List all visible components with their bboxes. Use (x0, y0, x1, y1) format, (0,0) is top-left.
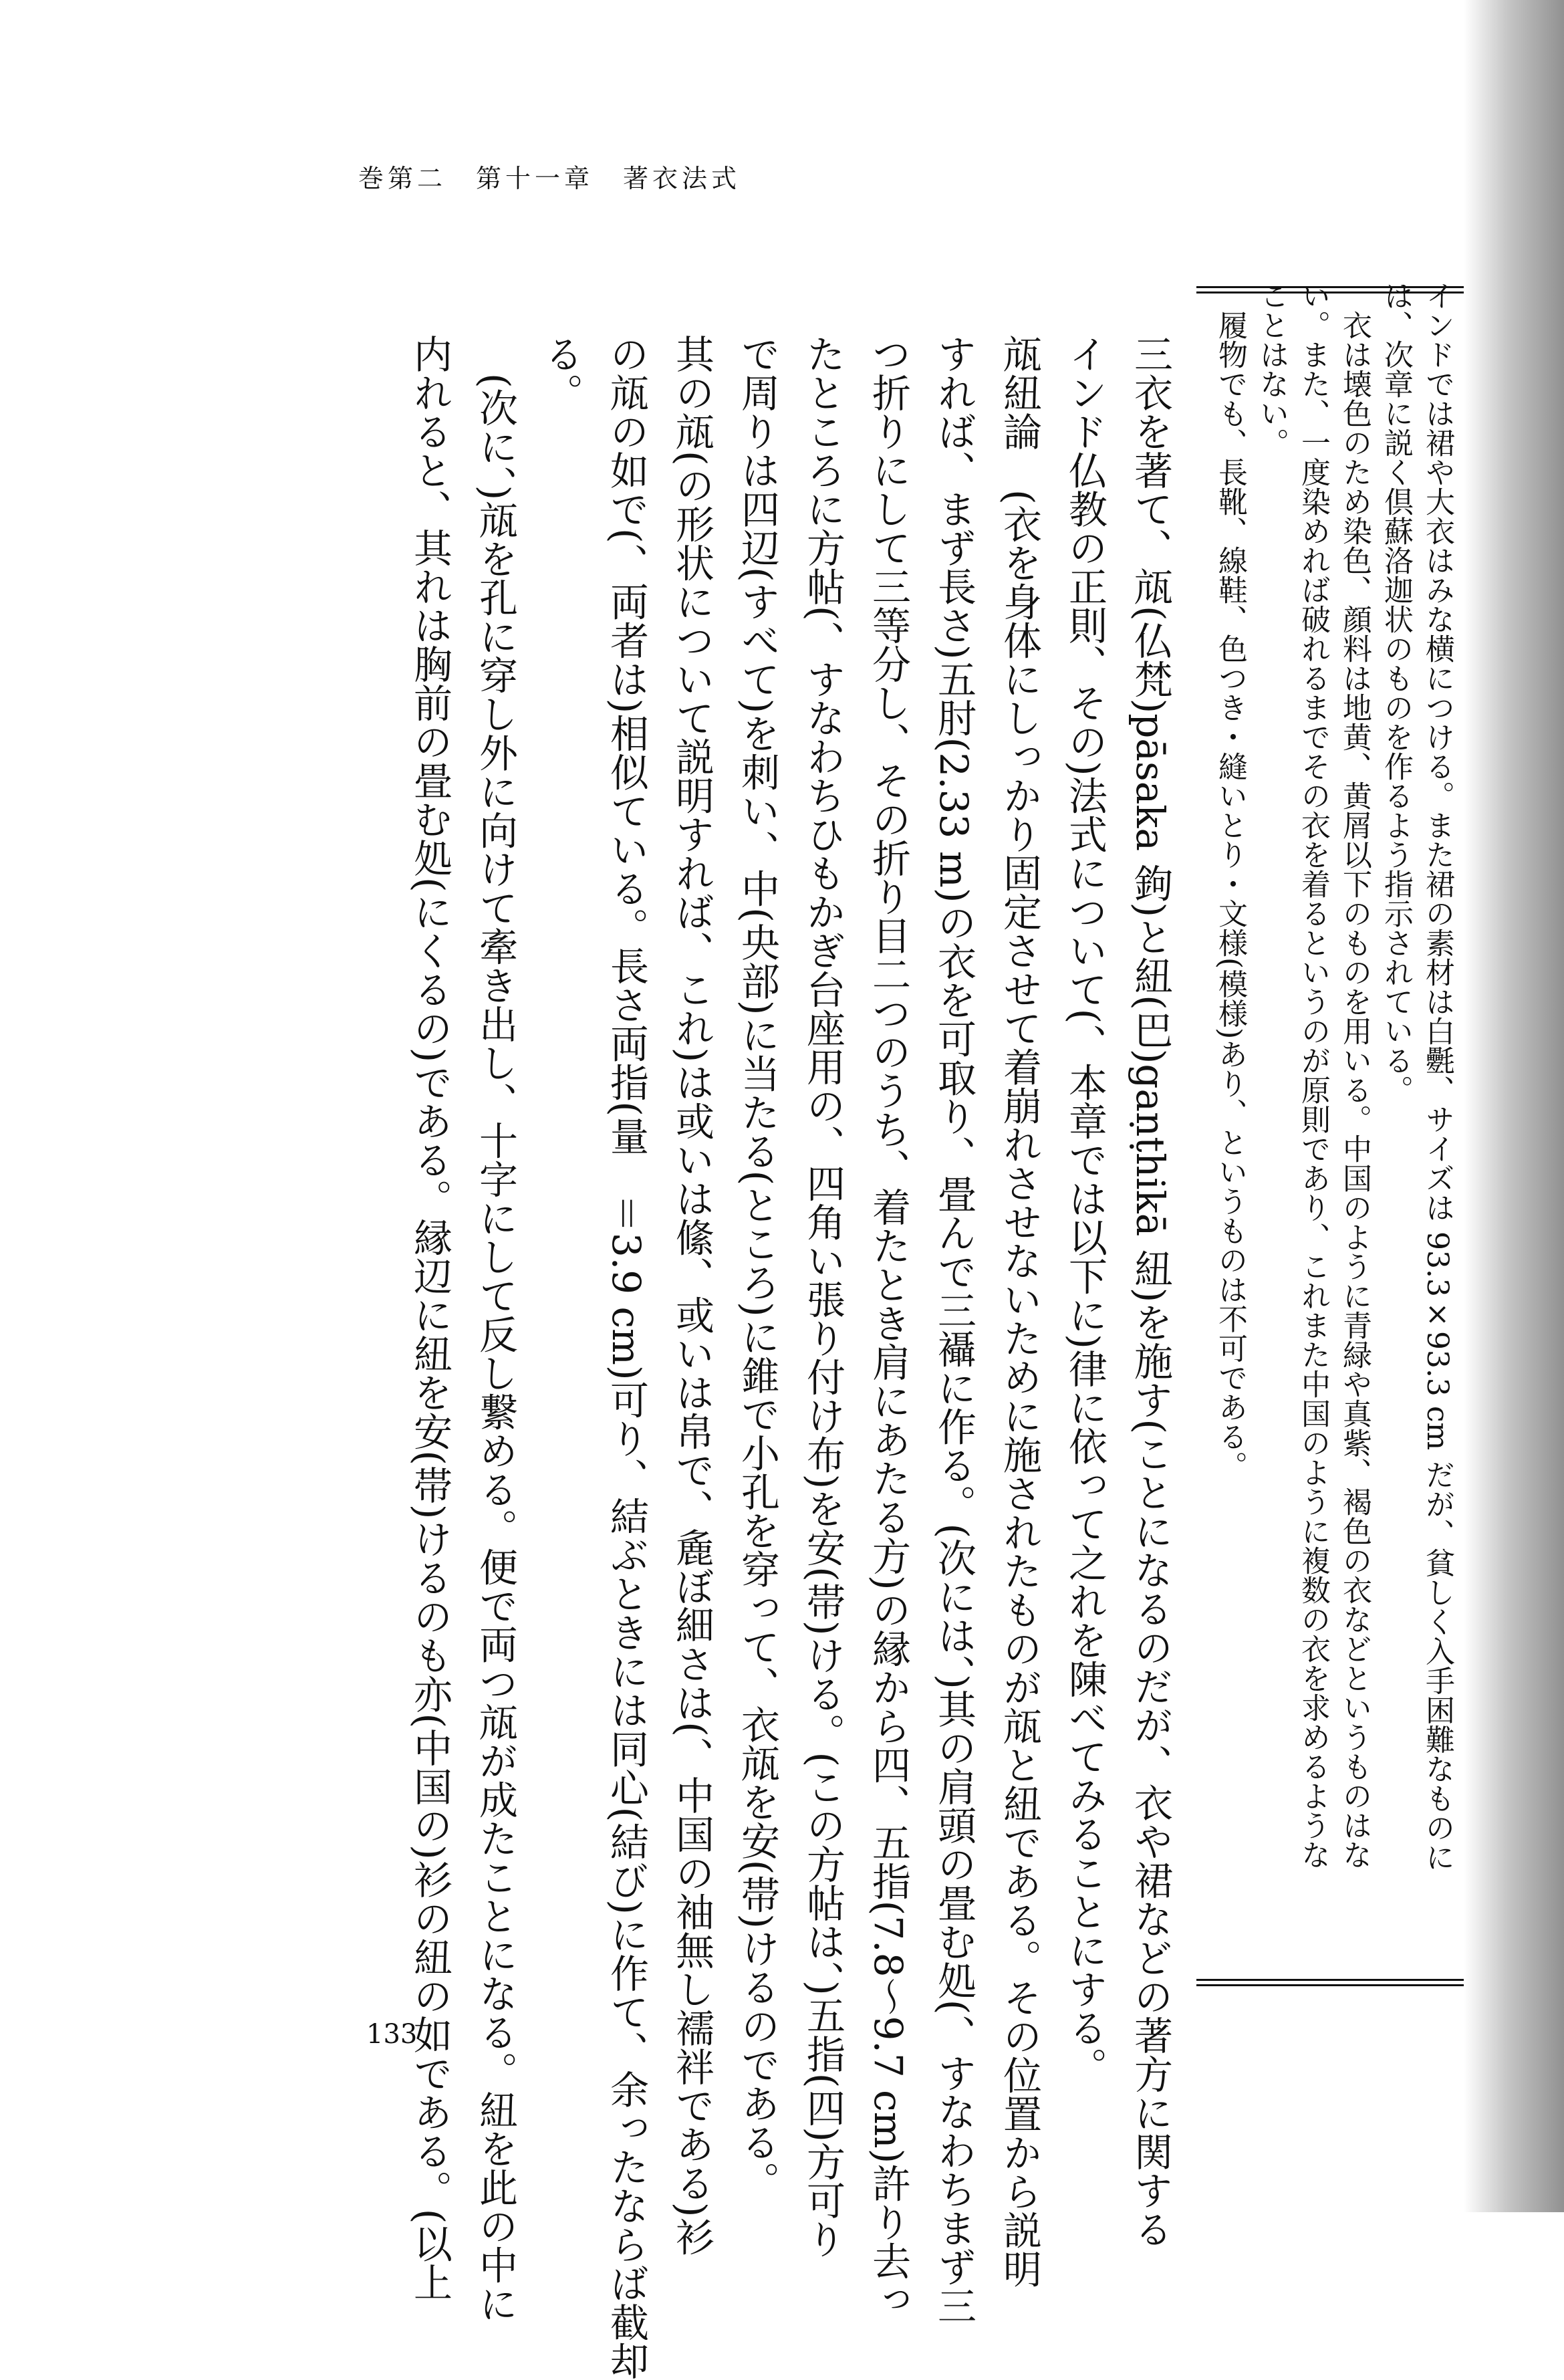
note-line: い。また、一度染めれば破れるまでその衣を着るというのが原則であり、これまた中国のように複数の衣を求めるような (1296, 281, 1330, 1869)
body-line: 三衣を著て、㼚(仏梵)pāsaka 鉤)と紐(巴)gaṇṭhikā 紐)を施す(ことになるのだが、衣や裙などの著方に関する (1128, 334, 1173, 2249)
body-line: すれば、まず長さ)五肘(2.33 m)の衣を可取り、畳んで三襵に作る。(次には、)其の肩頭の畳む処(、すなわちまず三 (931, 334, 976, 2325)
note-rule-bottom (1196, 1979, 1464, 1981)
running-header: 巻第二 第十一章 著衣法式 (358, 164, 741, 193)
body-line: (次に、)㼚を孔に穿し外に向けて牽き出し、十字にして反し繋める。便で両つ㼚が成たことになる。紐を此の中に (473, 334, 518, 2323)
body-line: インド仏教の正則、その)法式について(、本章では以下に)律に依って之れを陳べてみることにする。 (1062, 334, 1107, 2086)
note-line: は、次章に説く倶蘇洛迦状のものを作るよう指示されている。 (1379, 281, 1413, 1104)
body-line: 其の㼚(の形状について説明すれば、これ)は或いは絛、或いは帛で、麁ぼ細さは(、中国の袖無し襦袢である)衫 (669, 334, 714, 2256)
note-line: 履物でも、長靴、線鞋、色つき・縫いとり・文様(模様)あり、というものは不可である。 (1213, 281, 1247, 1481)
note-line: 衣は壊色のため染色、顔料は地黄、黄屑以下のものを用いる。中国のように青緑や真紫、褐色の衣などというものはな (1337, 281, 1372, 1869)
body-line: つ折りにして三等分し、その折り目二つのうち、着たとき肩にあたる方)の縁から四、五指(7.8〜9.7 cm)許り去っ (866, 334, 911, 2319)
note-box (1203, 281, 1457, 1992)
note-line: ことはない。 (1255, 281, 1289, 457)
page-number: 133 (366, 2019, 418, 2050)
body-text (374, 334, 1176, 2380)
body-line: たところに方帖(、すなわちひもかぎ台座用の、四角い張り付け布)を安(帯)ける。(この方帖は、)五指(四)方可り (800, 334, 845, 2259)
note-rule-bottom-inner (1196, 1984, 1464, 1986)
body-line: る。 (538, 334, 583, 412)
note-line: インドでは裙や大衣はみな横につける。また裙の素材は白氎、サイズは 93.3×93.3 cm だが、貧しく入手困難なものに (1420, 281, 1454, 1872)
body-line: で周りは四辺(すべて)を刺い、中(央部)に当たる(ところ)に錐で小孔を穿って、衣㼚を安(帯)けるのである。 (735, 334, 780, 2201)
scan-shadow (1464, 0, 1564, 2212)
body-line: 㼚紐論 (衣を身体にしっかり固定させて着崩れさせないために施されたものが㼚と紐である。その位置から説明 (997, 334, 1042, 2288)
body-line: 内れると、其れは胸前の畳む処(にくるの)である。縁辺に紐を安(帯)けるのも亦(中国の)衫の紐の如である。(以上 (407, 334, 452, 2302)
body-line: の㼚の如で(、両者は)相似ている。長さ両指(量 ＝3.9 cm)可り、結ぶときには同心(結び)に作て、余ったならば截却 (604, 334, 649, 2380)
